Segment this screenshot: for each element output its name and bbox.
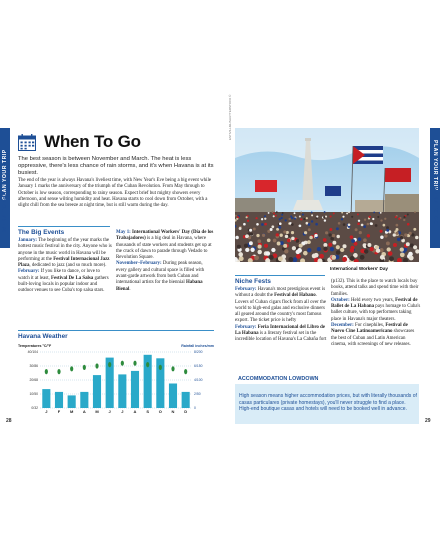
rain-tick-label: 6/150 (194, 364, 203, 369)
niche-feb-text: Havana's most prestigious event is without a doubt the (235, 287, 326, 299)
crowd-figure (281, 217, 283, 219)
crowd-figure (369, 216, 371, 218)
big-events-heading: The Big Events (18, 229, 65, 236)
calendar-icon (18, 134, 36, 151)
weather-heading: Havana Weather (18, 333, 68, 340)
crowd-figure (311, 220, 313, 222)
crowd-figure (312, 254, 317, 259)
temp-dot (159, 365, 162, 370)
right-page (220, 0, 440, 553)
month-label: N (171, 409, 175, 414)
crowd-figure (323, 238, 327, 242)
crowd-figure (328, 243, 332, 247)
crowd-figure (291, 237, 295, 241)
temp-dot (171, 366, 174, 371)
temp-dot (95, 363, 98, 368)
crowd-figure (307, 248, 311, 252)
photo-credit: ESTIVILLML/SHUTTERSTOCK © (228, 94, 232, 140)
crowd-figure (281, 214, 283, 216)
crowd-figure (296, 239, 300, 243)
month-label: O (158, 409, 162, 414)
crowd-figure (243, 223, 246, 226)
crowd-figure (283, 244, 287, 248)
crowd-figure (358, 237, 362, 241)
crowd-figure (247, 220, 249, 222)
crowd-figure (336, 227, 339, 230)
crowd-figure (323, 247, 327, 251)
crowd-figure (311, 211, 313, 213)
rain-bar (182, 392, 190, 408)
crowd-figure (280, 234, 283, 237)
temp-dot (184, 369, 187, 374)
rain-bar (169, 384, 177, 409)
crowd-figure (271, 225, 274, 228)
crowd-figure (291, 217, 293, 219)
temp-tick-label: 10/50 (29, 392, 38, 397)
crowd-figure (311, 214, 313, 216)
crowd-figure (303, 251, 308, 256)
crowd-figure (398, 218, 400, 220)
crowd-figure (360, 255, 365, 260)
crowd-figure (375, 224, 378, 227)
event-may-tail: is a big deal in Havana, where thousands of state workers and students get up at the crack of dawn to parade through Vedado to Revolution Square. (116, 236, 212, 261)
rain-tick-label: 0 (194, 406, 196, 411)
crowd-figure (316, 216, 318, 218)
crowd-figure (296, 254, 301, 259)
niche-rule (235, 275, 325, 276)
crowd-figure (273, 215, 275, 217)
crowd-figure (396, 224, 399, 227)
crowd-figure (380, 236, 383, 239)
crowd-figure (343, 223, 346, 226)
crowd-figure (393, 233, 396, 236)
crowd-figure (294, 217, 296, 219)
crowd-figure (413, 228, 416, 231)
crowd-figure (299, 224, 302, 227)
crowd-figure (383, 224, 386, 227)
rain-tick-label: 4/100 (194, 378, 203, 383)
month-label: M (95, 409, 99, 414)
crowd-figure (338, 222, 341, 225)
event-feb-tail: gathers built-loving locals in popular indoor and outdoor venues to see Cuba's top salsa stars. (18, 275, 109, 294)
crowd-figure (268, 212, 270, 214)
crowd-figure (302, 214, 304, 216)
page-number-left: 28 (6, 418, 12, 424)
crowd-figure (415, 236, 419, 240)
crowd-figure (384, 234, 387, 237)
crowd-figure (278, 256, 283, 261)
crowd-figure (285, 219, 287, 221)
crowd-figure (403, 216, 405, 218)
month-label: A (82, 409, 86, 414)
crowd-figure (319, 254, 324, 259)
crowd-figure (256, 223, 259, 226)
rain-bar (55, 392, 63, 408)
crowd-figure (261, 218, 263, 220)
crowd-figure (253, 228, 256, 231)
crowd-figure (246, 216, 248, 218)
event-nov-bienal: Habana Bienal (116, 280, 203, 292)
crowd-figure (332, 241, 336, 245)
event-nov-tail: . (129, 286, 131, 292)
niche-oct-tail: pays homage to Cuba's ballet culture, with top performers taking place in Havana's major theaters. (331, 304, 421, 322)
crowd-figure (257, 239, 261, 243)
crowd-figure (291, 223, 294, 226)
crowd-figure (239, 256, 244, 261)
crowd-figure (258, 245, 262, 249)
month-label: S (146, 409, 150, 414)
crowd-figure (264, 244, 268, 248)
crowd-figure (342, 257, 347, 262)
crowd-figure (393, 243, 397, 247)
big-events-col1 (18, 238, 112, 295)
crowd-figure (409, 256, 414, 261)
temp-dot (121, 361, 124, 366)
crowd-figure (273, 212, 275, 214)
niche-oct-label: October: (331, 297, 350, 303)
crowd-figure (361, 224, 364, 227)
crowd-figure (357, 213, 359, 215)
crowd-figure (285, 235, 288, 238)
crowd-figure (264, 223, 267, 226)
crowd-figure (397, 238, 401, 242)
crowd-figure (342, 244, 346, 248)
crowd-figure (306, 222, 309, 225)
crowd-figure (249, 229, 252, 232)
crowd-figure (328, 233, 331, 236)
crowd-figure (372, 218, 374, 220)
rain-bar (93, 375, 101, 408)
crowd-figure (283, 230, 286, 233)
rain-legend: Rainfall inches/mm (181, 344, 214, 348)
niche-oct-text: Held every two years, (349, 297, 396, 303)
crowd-figure (350, 235, 353, 238)
page-title: When To Go (44, 132, 141, 151)
event-feb-label: February: (18, 269, 40, 275)
crowd-figure (341, 212, 343, 214)
crowd-figure (414, 211, 416, 213)
big-events-rule (18, 226, 110, 227)
crowd-figure (288, 257, 293, 262)
crowd-figure (254, 255, 259, 260)
crowd-figure (308, 223, 311, 226)
rain-bar (42, 389, 50, 408)
crowd-figure (304, 231, 307, 234)
crowd-figure (276, 233, 279, 236)
niche-feria-title: Feria Internacional del Libro de La Habana (235, 324, 325, 337)
crowd-figure (270, 228, 273, 231)
crowd-figure (380, 255, 385, 260)
crowd-figure (266, 251, 271, 256)
crowd-figure (377, 216, 379, 218)
crowd-figure (358, 220, 360, 222)
crowd-figure (400, 247, 404, 251)
crowd-figure (336, 250, 341, 255)
crowd-figure (403, 219, 405, 221)
crowd-figure (387, 247, 391, 251)
crowd-figure (367, 243, 371, 247)
crowd-figure (272, 211, 274, 213)
crowd-figure (363, 238, 367, 242)
crowd-figure (325, 231, 328, 234)
crowd-figure (408, 252, 413, 257)
crowd-figure (351, 239, 355, 243)
temp-tick-label: 30/86 (29, 364, 38, 369)
event-feb-festival: Festival De La Salsa (51, 275, 94, 281)
niche-feria-label: February: (235, 324, 257, 330)
crowd-figure (288, 218, 290, 220)
temp-dot (57, 369, 60, 374)
crowd-figure (330, 237, 334, 241)
niche-dec-tail: showcases the best of Cuban and Latin American cinema, with screenings of new releases. (331, 329, 415, 347)
crowd-figure (407, 214, 409, 216)
crowd-figure (294, 212, 296, 214)
niche-oct-festival: Festival de Ballet de La Habana (331, 297, 418, 310)
crowd-figure (396, 228, 399, 231)
crowd-figure (257, 250, 261, 254)
niche-feria-cont: (p132). This is the place to watch locals buy books, attend talks and spend time with their families. (331, 279, 419, 297)
accommodation-text: High season means higher accommodation prices, but with literally thousands of casas particulares (private homestays), you'll never struggle to find a place. High-end boutique casas and hotels will need to be booked well in advance. (239, 393, 417, 412)
crowd-figure (256, 234, 259, 237)
crowd-figure (364, 249, 368, 253)
crowd-figure (380, 212, 382, 214)
niche-heading: Niche Fests (235, 278, 271, 285)
niche-feb-tail: . Lovers of Cuban cigars flock from all over the world to high-end galas and exclusive dinners all geared around the country's most famous export. The ticket price is hefty (235, 293, 326, 324)
rain-bar (131, 371, 139, 408)
crowd-figure (359, 231, 362, 234)
temp-dot (45, 369, 48, 374)
crowd-figure (404, 233, 407, 236)
crowd-figure (351, 216, 353, 218)
crowd-figure (330, 247, 334, 251)
event-nov-text: During peak season, every gallery and cultural space is filled with avant-garde artwork from both Cuban and international artists for the biennial (116, 261, 205, 286)
crowd-figure (246, 234, 249, 237)
lead-paragraph: The best season is between November and March. The heat is less oppressive, there's less chance of rain storms, and it's when Havana is at its busiest. (18, 156, 214, 177)
rain-bar (80, 392, 88, 408)
left-section-label: WHEN TO GO (2, 193, 8, 232)
event-may-title: International Workers' Day (Día de los Trabajadores) (116, 230, 214, 242)
crowd-figure (350, 248, 354, 252)
crowd-figure (386, 226, 389, 229)
crowd-figure (386, 229, 389, 232)
crowd-figure (341, 218, 343, 220)
month-label: J (108, 409, 111, 414)
crowd-figure (386, 241, 390, 245)
crowd-figure (336, 235, 339, 238)
niche-col1 (235, 287, 327, 344)
crowd-figure (297, 248, 301, 252)
crowd-figure (308, 228, 311, 231)
crowd-figure (245, 248, 249, 252)
crowd-figure (267, 238, 271, 242)
temp-dot (108, 362, 111, 367)
crowd-figure (315, 223, 318, 226)
crowd-figure (292, 246, 296, 250)
crowd-figure (262, 234, 265, 237)
crowd-figure (255, 217, 257, 219)
rain-tick-label: 2/50 (194, 392, 201, 397)
accommodation-heading: ACCOMMODATION LOWDOWN (238, 376, 319, 382)
crowd-figure (269, 255, 274, 260)
crowd-figure (370, 222, 373, 225)
right-tab-label: PLAN YOUR TRIP (432, 140, 438, 191)
crowd-figure (309, 236, 313, 240)
niche-dec-text: For cinephiles, (353, 323, 386, 329)
event-nov-label: November–February: (116, 261, 162, 267)
photo-caption: International Workers' Day (330, 266, 388, 271)
crowd-figure (314, 234, 317, 237)
crowd-figure (380, 219, 382, 221)
crowd-figure (336, 245, 340, 249)
crowd-figure (370, 247, 374, 251)
crowd-figure (278, 226, 281, 229)
crowd-figure (277, 242, 281, 246)
temp-dot (133, 361, 136, 366)
crowd-figure (306, 217, 308, 219)
crowd-figure (364, 219, 366, 221)
temp-dot (146, 362, 149, 367)
crowd-figure (346, 212, 348, 214)
crowd-figure (348, 223, 351, 226)
temp-tick-label: 40/104 (27, 350, 38, 355)
niche-col2 (331, 279, 421, 348)
month-label: J (121, 409, 124, 414)
crowd-figure (299, 244, 303, 248)
crowd-figure (261, 223, 264, 226)
title-row (18, 131, 141, 153)
crowd-figure (325, 216, 327, 218)
crowd-figure (367, 234, 370, 237)
crowd-figure (388, 251, 393, 256)
crowd-figure (284, 249, 288, 253)
crowd-figure (400, 252, 405, 257)
right-section-label: WHEN TO GO (432, 186, 438, 225)
temp-legend: Temperatures °C/°F (18, 344, 52, 348)
niche-feb-label: February: (235, 287, 257, 292)
rain-tick-label: 8/200 (194, 350, 203, 355)
crowd-figure (271, 248, 275, 252)
crowd-figure (300, 211, 302, 213)
crowd-figure (380, 230, 383, 233)
month-label: M (69, 409, 74, 414)
temp-dot (83, 365, 86, 370)
crowd-figure (235, 236, 239, 240)
crowd-figure (407, 223, 410, 226)
crowd-figure (350, 256, 355, 261)
crowd-figure (264, 218, 266, 220)
crowd-figure (376, 249, 380, 253)
crowd-figure (324, 211, 326, 213)
crowd-figure (323, 216, 325, 218)
crowd-figure (324, 219, 326, 221)
crowd-figure (237, 216, 239, 218)
crowd-figure (384, 218, 386, 220)
crowd-figure (342, 216, 344, 218)
crowd-figure (413, 245, 417, 249)
crowd-figure (250, 248, 254, 252)
crowd-figure (299, 215, 301, 217)
weather-chart (18, 342, 214, 418)
crowd-figure (276, 211, 278, 213)
event-jan-tail: , dedicated to jazz (and so much more). (29, 263, 107, 269)
crowd-figure (329, 228, 332, 231)
crowd-figure (330, 215, 332, 217)
crowd-figure (300, 218, 302, 220)
crowd-figure (291, 231, 294, 234)
crowd-figure (395, 216, 397, 218)
intro-paragraph: The end of the year is always Havana's liveliest time, with New Year's Eve being a big event while January 1 marks the anniversary of the triumph of the Cuban Revolution. From May through to October is low season, corresponding to rainy season. Expect brief but mighty showers every afternoon, and sense wilting humidity and heat. Havana starts to cool down from October, with a slight chill from the sea breeze at night time, but is still warm during the day. (18, 178, 211, 209)
temp-tick-label: 0/32 (31, 406, 38, 411)
crowd-figure (303, 218, 305, 220)
crowd-figure (373, 211, 375, 213)
temp-dot (70, 366, 73, 371)
crowd-figure (238, 252, 243, 257)
crowd-figure (273, 239, 277, 243)
crowd-figure (264, 215, 266, 217)
crowd-figure (282, 212, 284, 214)
left-tab-label: PLAN YOUR TRIP (2, 149, 8, 200)
workers-day-photo (235, 128, 419, 262)
month-label: J (45, 409, 48, 414)
crowd-figure (389, 256, 394, 261)
crowd-figure (275, 215, 277, 217)
event-jan-label: January: (18, 238, 38, 243)
crowd-figure (395, 232, 398, 235)
page-number-right: 29 (425, 418, 431, 424)
crowd-figure (348, 211, 350, 213)
crowd-figure (355, 228, 358, 231)
niche-feb-festival: Festival del Habano (274, 293, 316, 299)
crowd-figure (323, 243, 327, 247)
rain-bar (118, 374, 126, 408)
crowd-figure (357, 223, 360, 226)
big-events-col2 (116, 230, 214, 293)
crowd-figure (367, 223, 370, 226)
event-jan-text: The beginning of the year marks the hottest music festival in the city. Anyone who is anyone in the music world in Havana will be performing at the (18, 238, 112, 262)
crowd-figure (239, 227, 242, 230)
crowd-figure (331, 255, 336, 260)
crowd-figure (244, 244, 248, 248)
crowd-figure (363, 225, 366, 228)
crowd-figure (317, 247, 321, 251)
niche-dec-festival: Festival de Nuevo Cine Latinoamericano (331, 323, 408, 335)
crowd-figure (406, 242, 410, 246)
weather-rule (18, 330, 214, 331)
crowd-figure (237, 245, 241, 249)
crowd-figure (249, 241, 253, 245)
temp-tick-label: 20/68 (29, 378, 38, 383)
crowd-figure (340, 248, 344, 252)
niche-dec-label: December: (331, 323, 354, 329)
event-jan-festival: Festival Internacional Jazz Plaza (18, 256, 110, 269)
crowd-figure (279, 218, 281, 220)
rain-bar (68, 395, 76, 408)
niche-feria-tail: is a literary festival set in the incredible location of Havana's La Cabaña fort (235, 331, 327, 343)
crowd-figure (332, 234, 335, 237)
month-label: F (57, 409, 61, 414)
event-feb-text: If you like to dance, or love to watch it at least, (18, 269, 100, 281)
month-label: D (184, 409, 188, 414)
crowd-figure (279, 222, 282, 225)
event-may-label: May 1: (116, 230, 131, 235)
crowd-figure (409, 232, 412, 235)
crowd-figure (333, 212, 335, 214)
month-label: A (133, 409, 137, 414)
crowd-figure (287, 239, 291, 243)
